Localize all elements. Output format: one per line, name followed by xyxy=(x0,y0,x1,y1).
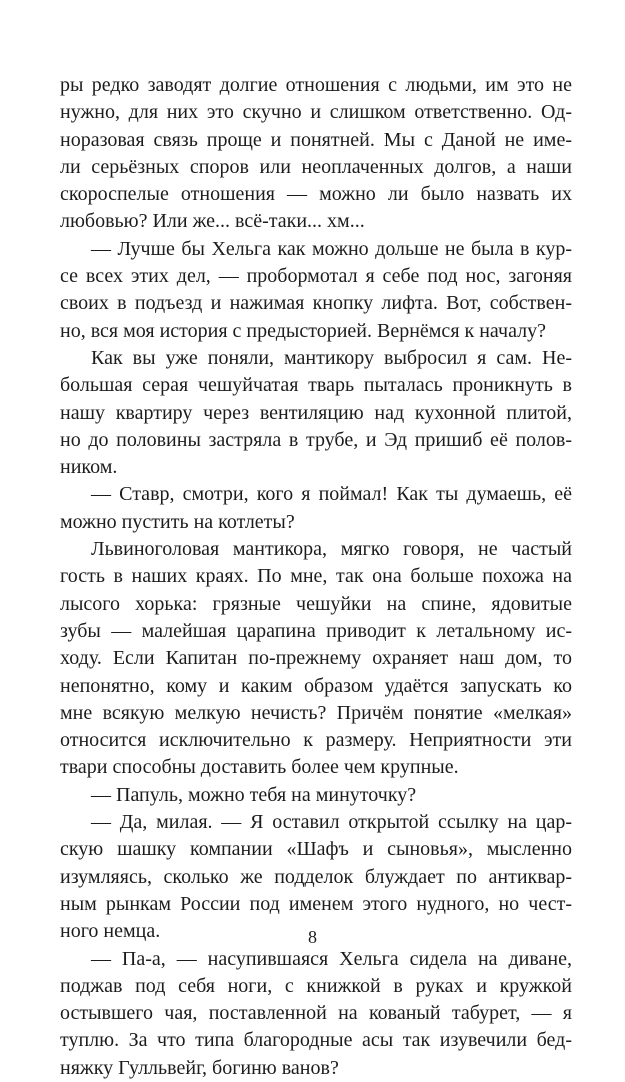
text-line: зубы — малейшая царапина приводит к летальному ис- xyxy=(60,619,572,642)
text-line: лысого хорька: грязные чешуйки на спине, ядовитые xyxy=(60,592,572,615)
text-line: — Па-а, — насупившаяся Хельга сидела на диване, xyxy=(91,947,572,970)
text-line: скую шашку компании «Шафъ и сыновья», мысленно xyxy=(60,838,572,861)
text-line: Как вы уже поняли, мантикору выбросил я сам. Не- xyxy=(91,346,572,369)
text-line: норазовая связь проще и понятней. Мы с Даной не име- xyxy=(60,128,572,151)
text-line: ли серьёзных споров или неоплаченных долгов, а наши xyxy=(60,155,572,178)
text-line: ным рынкам России под именем этого нудного, но чест- xyxy=(60,892,572,915)
text-line: — Лучше бы Хельга как можно дольше не была в кур- xyxy=(91,237,572,260)
text-line: ного немца. xyxy=(60,920,161,943)
text-line: Львиноголовая мантикора, мягко говоря, не частый xyxy=(91,538,572,561)
text-line: мне всякую мелкую нечисть? Причём понятие «мелкая» xyxy=(60,701,572,724)
text-line: ником. xyxy=(60,456,118,479)
text-line: можно пустить на котлеты? xyxy=(60,510,295,533)
text-line: нашу квартиру через вентиляцию над кухонной плитой, xyxy=(60,401,572,424)
text-line: туплю. За что типа благородные асы так изувечили бед- xyxy=(60,1029,572,1052)
text-line: своих в подъезд и нажимая кнопку лифта. Вот, собствен- xyxy=(60,292,572,315)
text-line: но, вся моя история с предысторией. Вернёмся к началу? xyxy=(60,319,546,342)
text-line: скороспелые отношения — можно ли было назвать их xyxy=(60,183,572,206)
text-line: ры редко заводят долгие отношения с людьми, им это не xyxy=(60,74,572,96)
text-line: непонятно, кому и каким образом удаётся запускать ко xyxy=(60,674,572,697)
text-line: большая серая чешуйчатая тварь пыталась проникнуть в xyxy=(60,374,572,397)
text-line: остывшего чая, поставленной на кованый табурет, — я xyxy=(60,1002,572,1025)
text-line: — Ставр, смотри, кого я поймал! Как ты думаешь, её xyxy=(91,483,572,506)
text-line: — Папуль, можно тебя на минуточку? xyxy=(91,783,417,806)
text-line: — Да, милая. — Я оставил открытой ссылку на цар- xyxy=(91,811,572,834)
text-line: относится исключительно к размеру. Неприятности эти xyxy=(60,729,572,752)
page-number: 8 xyxy=(308,927,317,947)
text-line: но до половины застряла в трубе, и Эд пришиб её полов- xyxy=(60,428,572,451)
text-line: гость в наших краях. По мне, так она больше похожа на xyxy=(60,565,572,588)
text-line: няжку Гулльвейг, богиню ванов? xyxy=(60,1056,339,1079)
text-line: поджав под себя ноги, с книжкой в руках и кружкой xyxy=(60,974,572,997)
text-line: изумляясь, сколько же подделок блуждает по антиквар- xyxy=(60,865,572,888)
text-line: твари способны доставить более чем крупные. xyxy=(60,756,459,779)
text-line: нужно, для них это скучно и слишком ответственно. Од- xyxy=(60,101,572,124)
text-line: се всех этих дел, — пробормотал я себе под нос, загоняя xyxy=(60,265,572,288)
text-line: ходу. Если Капитан по-прежнему охраняет наш дом, то xyxy=(60,647,572,670)
text-line: любовью? Или же... всё-таки... хм... xyxy=(60,210,365,233)
